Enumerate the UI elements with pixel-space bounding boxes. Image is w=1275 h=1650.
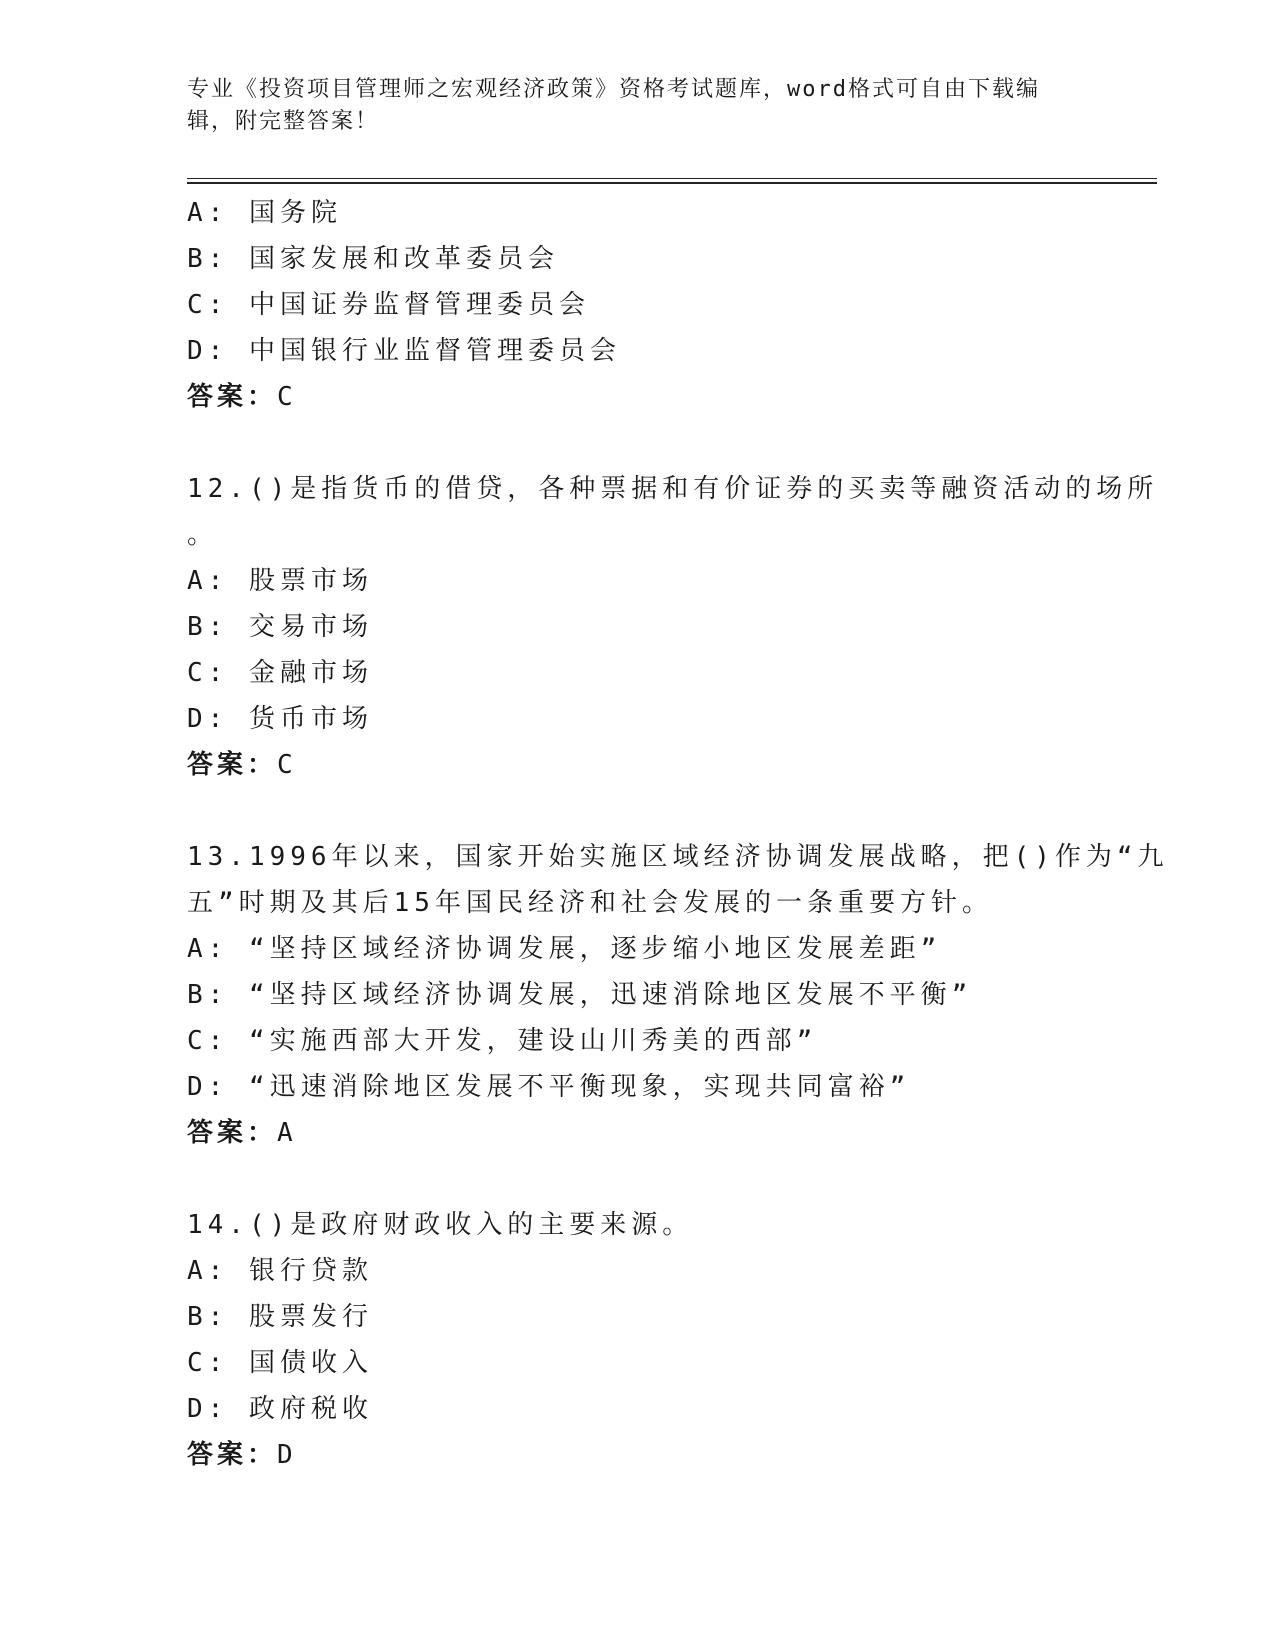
answer-label: 答案： [187, 382, 278, 412]
option-a: A: 国务院 [187, 198, 342, 228]
option-a: A: 股票市场 [187, 566, 373, 596]
option-b: B: 交易市场 [187, 612, 373, 642]
option-c: C: 中国证券监督管理委员会 [187, 290, 590, 320]
option-a: A: “坚持区域经济协调发展，逐步缩小地区发展差距” [187, 934, 942, 964]
option-a: A: 银行贷款 [187, 1256, 373, 1286]
option-d: D: 中国银行业监督管理委员会 [187, 336, 621, 366]
question-list [187, 190, 1169, 1478]
option-d: D: 政府税收 [187, 1394, 373, 1424]
option-d: D: 货币市场 [187, 704, 373, 734]
question-stem: 13.1996年以来，国家开始实施区域经济协调发展战略，把()作为“九 [187, 842, 1169, 872]
answer-value: C [277, 382, 295, 412]
question-stem: 14.()是政府财政收入的主要来源。 [187, 1210, 694, 1240]
header-line-2: 辑，附完整答案！ [187, 109, 380, 134]
answer-label: 答案： [187, 1440, 278, 1470]
option-c: C: “实施西部大开发，建设山川秀美的西部” [187, 1026, 818, 1056]
answer-value: A [277, 1118, 295, 1148]
option-b: B: “坚持区域经济协调发展，迅速消除地区发展不平衡” [187, 980, 973, 1010]
header-line-1: 专业《投资项目管理师之宏观经济政策》资格考试题库，word格式可自由下载编 [187, 77, 1040, 102]
question-12 [187, 466, 1157, 788]
answer-label: 答案： [187, 1118, 278, 1148]
answer-value: C [277, 750, 295, 780]
answer-line [187, 1110, 1157, 1156]
question-14 [187, 1202, 1157, 1478]
question-13 [187, 834, 1169, 1156]
question-stem: 12.()是指货币的借贷，各种票据和有价证券的买卖等融资活动的场所 [187, 474, 1159, 504]
question-stem-cont: 五”时期及其后15年国民经济和社会发展的一条重要方针。 [187, 888, 993, 918]
answer-line [187, 374, 1157, 420]
option-d: D: “迅速消除地区发展不平衡现象，实现共同富裕” [187, 1072, 911, 1102]
option-b: B: 股票发行 [187, 1302, 373, 1332]
answer-label: 答案： [187, 750, 278, 780]
answer-line [187, 742, 1157, 788]
answer-line [187, 1432, 1157, 1478]
question-11 [187, 190, 1157, 420]
question-stem-cont: 。 [187, 520, 219, 550]
document-header [187, 74, 1067, 138]
option-c: C: 国债收入 [187, 1348, 373, 1378]
option-c: C: 金融市场 [187, 658, 373, 688]
option-b: B: 国家发展和改革委员会 [187, 244, 559, 274]
answer-value: D [277, 1440, 295, 1470]
header-divider [187, 178, 1157, 184]
